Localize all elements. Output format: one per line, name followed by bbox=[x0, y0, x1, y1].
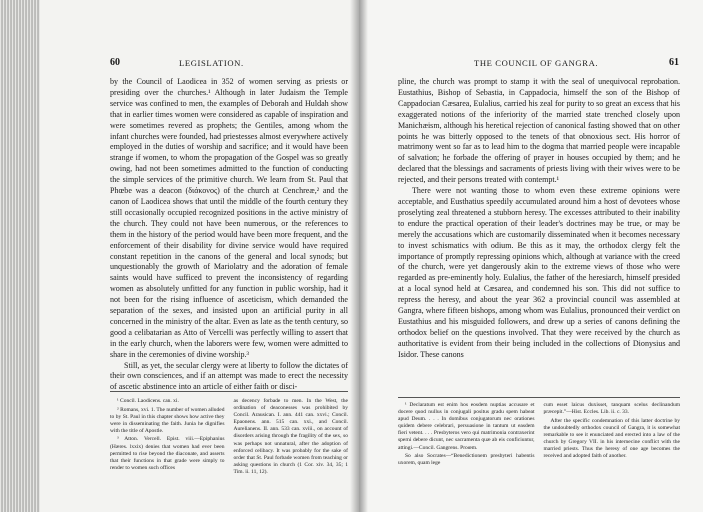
paragraph: by the Council of Laodicea in 352 of women serving as priests or presiding over the churches.¹ Although in later Judaism the Temple service was confined to men, the examples of Deborah and Huldah show that in earlier times women were considered as capable of inspiration and were sometimes revered as prophets; the Gentiles, among whom the infant churches were founded, had priestesses almost everywhere actively employed in the duties of worship and sacrifice; and it would have been strange if women, to whom the propagation of the Gospel was so greatly owing, had not been sometimes admitted to the function of conducting the simple services of the primitive church. We learn from St. Paul that Phœbe was a deacon (διάκονος) of the church at Cenchreæ,² and the canon of Laodicea shows that until the middle of the fourth century they still occasionally occupied recognized positions in the active ministry of the church. They could not have been numerous, or the references to them in the history of the period would have been more frequent, and the enforcement of their disability for divine service would have required constant repetition in the canons of the general and local synods; but unquestionably the growth of Mariolatry and the adoration of female saints would have sufficed to prevent the inconsistency of regarding women as absolutely unfitted for any function in public worship, had it not been for the rising influence of asceticism, which demanded the separation of the sexes, and insisted upon an artificial purity in all concerned in the ministry of the altar. Even as late as the tenth century, so good a celibatarian as Atto of Vercelli was perfectly willing to assert that in the early church, when the laborers were few, women were admitted to share in the ceremonies of divine worship.³ bbox=[110, 77, 348, 359]
footnotes bbox=[110, 398, 348, 478]
page-number: 60 bbox=[110, 57, 120, 68]
paragraph: pline, the church was prompt to stamp it with the seal of unequivocal reprobation. Eustathius, Bishop of Sebastia, in Cappadocia, himself the son of the Bishop of Cappadocian Cæsarea, Eulalius, carried his zeal for purity to so great an excess that his exaggerated notions of the inferiority of the married state trenched closely upon Manichæism, although his heretical rejection of canonical fasting showed that on other points he was bitterly opposed to the tenets of that obnoxious sect. His horror of matrimony went so far as to lead him to the dogma that married people were incapable of salvation; he forbade the offering of prayer in houses occupied by them; and he declared that the blessings and sacraments of priests living with their wives were to be rejected, and their persons treated with contempt.¹ bbox=[398, 77, 680, 185]
footnote: ² Romans, xvi. 1. The number of women alluded to by St. Paul in this chapter shows how active they were in disseminating the faith. Junia he dignifies with the title of Apostle. bbox=[110, 406, 225, 434]
book-gutter bbox=[350, 0, 368, 512]
running-head: LEGISLATION. bbox=[179, 58, 244, 68]
footnote-column bbox=[234, 398, 349, 478]
footnote-column bbox=[398, 402, 535, 469]
footnote: So also Socrates—“Benedictionem presbyteri habentis uxorem, quam lege bbox=[398, 453, 535, 467]
page-edges bbox=[0, 0, 40, 512]
footnote: as decency forbade to men. In the West, the ordination of deaconesses was prohibited by Concil. Arausican. I. ann. 441 can. xxvi.; Concil. Epaonens. ann. 515 can. xxi., and Concil. Aurelianens. II. ann. 533 can. xviii., on account of disorders arising through the fragility of the sex, so was perhaps not unnatural, after the adoption of enforced celibacy. It was probably for the sake of order that St. Paul forbade women from teaching or asking questions in church (1 Cor. xiv. 34, 35; 1 Tim. ii. 11, 12). bbox=[233, 398, 348, 475]
footnote-column bbox=[544, 402, 681, 469]
paragraph: Still, as yet, the secular clergy were at liberty to follow the dictates of their own consciences, and if an attempt was made to erect the necessity of ascetic abstinence into an article of either faith or disci- bbox=[110, 360, 348, 392]
paragraph: There were not wanting those to whom even these extreme opinions were acceptable, and Eusthatius speedily accumulated around him a host of devotees whose proselyting zeal threatened a stubborn heresy. The excesses attributed to their inability to endure the practical operation of their leader's doctrines may be true, or may be merely the accusations which are customarily disseminated when it becomes necessary to invest schismatics with odium. Be this as it may, the orthodox clergy felt the importance of promptly repressing opinions which, although at variance with the creed of the church, were yet dangerously akin to the extreme views of those who were regarded as pre-eminently holy. Eulalius, the father of the heresiarch, himself presided at a local synod held at Cæsarea, and condemned his son. This did not suffice to repress the heresy, and about the year 362 a provincial council was assembled at Gangra, where fifteen bishops, among whom was Eulalius, pronounced their verdict on Eustathius and his misguided followers, and drew up a series of canons defining the orthodox belief on the questions involved. That they were received by the church as authoritative is evident from their being included in the collections of Dionysius and Isidor. These canons bbox=[398, 186, 680, 359]
running-head: THE COUNCIL OF GANGRA. bbox=[474, 58, 599, 68]
footnote: ¹ Concil. Laodicens. can. xi. bbox=[117, 398, 179, 404]
footnote-rule bbox=[398, 397, 680, 398]
footnote: cum esset laicus duxisset, tanquam scelus declinandum præcepit.”—Hist. Eccles. Lib. ii. c. 33. bbox=[543, 402, 680, 416]
footnote: ¹ Declaratum est enim hos eosdem nuptias accusare et docere quod nullus in conjugali positus gradu spem habeat apud Deum. . . . In domibus conjugatorum nec orationes quidem debere celebrari, persuasione in tantum ut easdem fieri vetent. . . . Presbyteros vero qui matrimonia contraxerint sperni debere dicunt, nec sacramenta quæ ab eis conficiuntur, attingi.—Concil. Gangrens. Proœm. bbox=[398, 402, 535, 451]
left-page bbox=[40, 0, 358, 512]
footnote-rule bbox=[110, 391, 348, 392]
right-page bbox=[358, 0, 703, 512]
footnotes bbox=[398, 402, 680, 469]
body-text bbox=[398, 77, 680, 361]
page-number: 61 bbox=[669, 57, 679, 68]
body-text bbox=[110, 77, 348, 393]
footnote: ³ Atton. Vercell. Epist. viii.—Epiphanius (Hæres. lxxix) denies that women had ever been permitted to rise beyond the diaconate, and asserts that their functions in that grade were simply to render to women such offices bbox=[110, 436, 225, 471]
footnote: After the specific condemnation of this latter doctrine by the undoubtedly orthodox council of Gangra, it is somewhat remarkable to see it enunciated and erected into a law of the church by Gregory VII. in his internecine conflict with the married priests. Thus the heresy of one age becomes the received and adopted faith of another. bbox=[543, 417, 680, 460]
footnote-column bbox=[110, 398, 225, 478]
